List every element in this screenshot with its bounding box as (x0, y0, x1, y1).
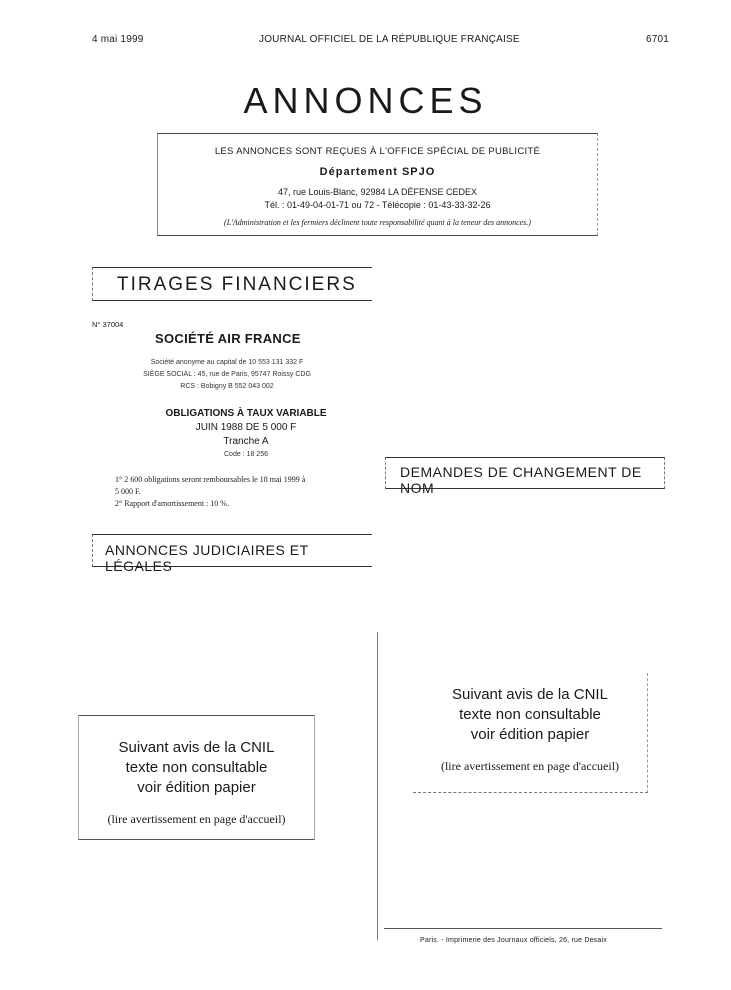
redemption-note-cont: 5 000 F. (115, 487, 141, 496)
spjo-disclaimer: (L'Administration et les fermiers déclinent toute responsabilité quant à la teneur des annonces.) (224, 218, 531, 227)
cnil-subnote: (lire avertissement en page d'accueil) (440, 759, 620, 773)
journal-title: JOURNAL OFFICIEL DE LA RÉPUBLIQUE FRANÇAISE (259, 34, 520, 45)
section-tirages-financiers: TIRAGES FINANCIERS (92, 267, 372, 301)
cnil-line-1: Suivant avis de la CNIL (452, 686, 608, 703)
footer-rule (384, 928, 662, 929)
cnil-notice-right (413, 673, 648, 793)
company-rcs: RCS : Bobigny B 552 043 002 (180, 383, 274, 390)
spjo-intro: LES ANNONCES SONT REÇUES À L'OFFICE SPÉCIAL DE PUBLICITÉ (214, 146, 541, 157)
announcement-number: N° 37004 (92, 320, 124, 329)
header-date: 4 mai 1999 (92, 34, 144, 45)
column-divider (377, 632, 378, 940)
cnil-line-2: texte non consultable (125, 759, 268, 776)
printer-footer: Paris. - Imprimerie des Journaux officiels, 26, rue Desaix (420, 937, 607, 944)
section-demandes-changement-nom: DEMANDES DE CHANGEMENT DE NOM (385, 457, 665, 489)
company-seat: SIÈGE SOCIAL : 45, rue de Paris, 95747 Roissy CDG (143, 371, 311, 378)
cnil-line-3: voir édition papier (137, 779, 256, 796)
spjo-department: Département SPJO (319, 166, 436, 178)
cnil-line-2: texte non consultable (459, 706, 601, 723)
page-number: 6701 (646, 34, 670, 45)
cnil-line-3: voir édition papier (470, 726, 590, 743)
spjo-address: 47, rue Louis-Blanc, 92984 LA DÉFENSE CEDEX (277, 187, 478, 197)
page-title: ANNONCES (243, 80, 488, 121)
bond-code: Code : 18 256 (224, 451, 268, 458)
bond-title: OBLIGATIONS À TAUX VARIABLE (165, 408, 327, 419)
spjo-phone: Tél. : 01-49-04-01-71 ou 72 - Télécopie : 01-43-33-32-26 (264, 200, 491, 210)
bond-issue: JUIN 1988 DE 5 000 F (195, 422, 297, 433)
company-capital: Société anonyme au capital de 10 553 131 332 F (150, 359, 304, 366)
cnil-line-1: Suivant avis de la CNIL (118, 739, 275, 756)
bond-tranche: Tranche A (223, 436, 269, 447)
cnil-subnote: (lire avertissement en page d'accueil) (107, 812, 286, 826)
cnil-notice-left (78, 715, 315, 840)
redemption-note: 1° 2 600 obligations seront remboursables le 18 mai 1999 à (115, 475, 306, 484)
amortization-note: 2° Rapport d'amortissement : 10 %. (115, 499, 229, 508)
section-annonces-judiciaires: ANNONCES JUDICIAIRES ET LÉGALES (92, 534, 372, 567)
company-name: SOCIÉTÉ AIR FRANCE (155, 331, 301, 346)
spjo-notice-box (157, 133, 598, 236)
